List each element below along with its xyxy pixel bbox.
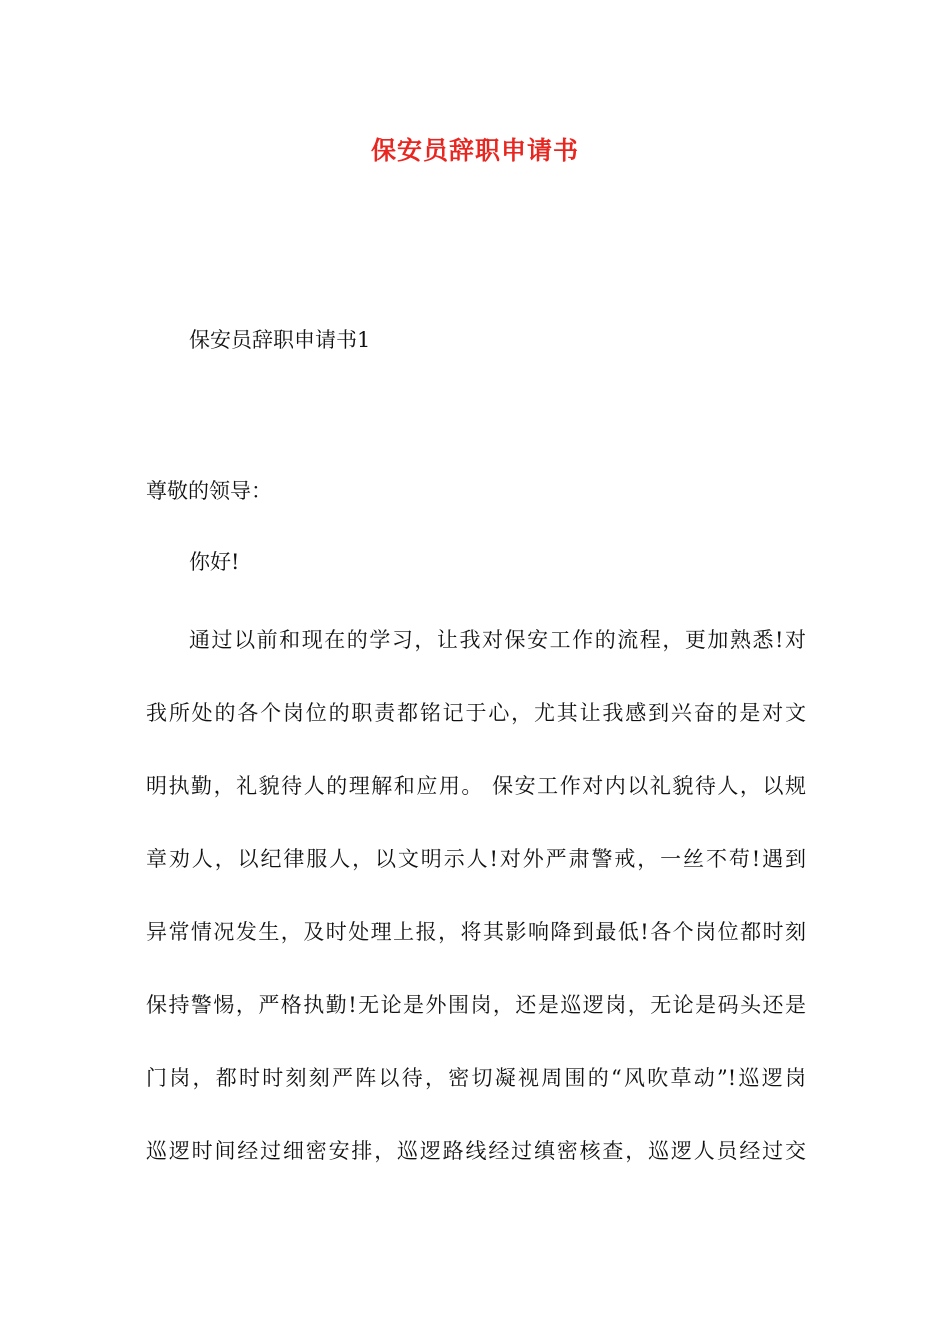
body-line: 异常情况发生，及时处理上报，将其影响降到最低!各个岗位都时刻 xyxy=(146,920,806,944)
salutation: 尊敬的领导： xyxy=(146,479,272,503)
section-heading: 保安员辞职申请书1 xyxy=(189,328,371,352)
body-line: 门岗，都时时刻刻严阵以待，密切凝视周围的“风吹草动”!巡逻岗 xyxy=(146,1066,806,1090)
document-title: 保安员辞职申请书 xyxy=(370,136,579,165)
body-line: 明执勤，礼貌待人的理解和应用。 保安工作对内以礼貌待人，以规 xyxy=(146,774,806,798)
body-line: 章劝人，以纪律服人，以文明示人!对外严肃警戒，一丝不苟!遇到 xyxy=(146,847,806,871)
body-line: 通过以前和现在的学习，让我对保安工作的流程，更加熟悉!对 xyxy=(189,628,806,652)
body-line: 我所处的各个岗位的职责都铭记于心，尤其让我感到兴奋的是对文 xyxy=(146,701,806,725)
body-line: 巡逻时间经过细密安排，巡逻路线经过缜密核查，巡逻人员经过交 xyxy=(146,1139,806,1163)
body-line: 保持警惕，严格执勤!无论是外围岗，还是巡逻岗，无论是码头还是 xyxy=(146,993,806,1017)
greeting: 你好! xyxy=(189,550,240,574)
